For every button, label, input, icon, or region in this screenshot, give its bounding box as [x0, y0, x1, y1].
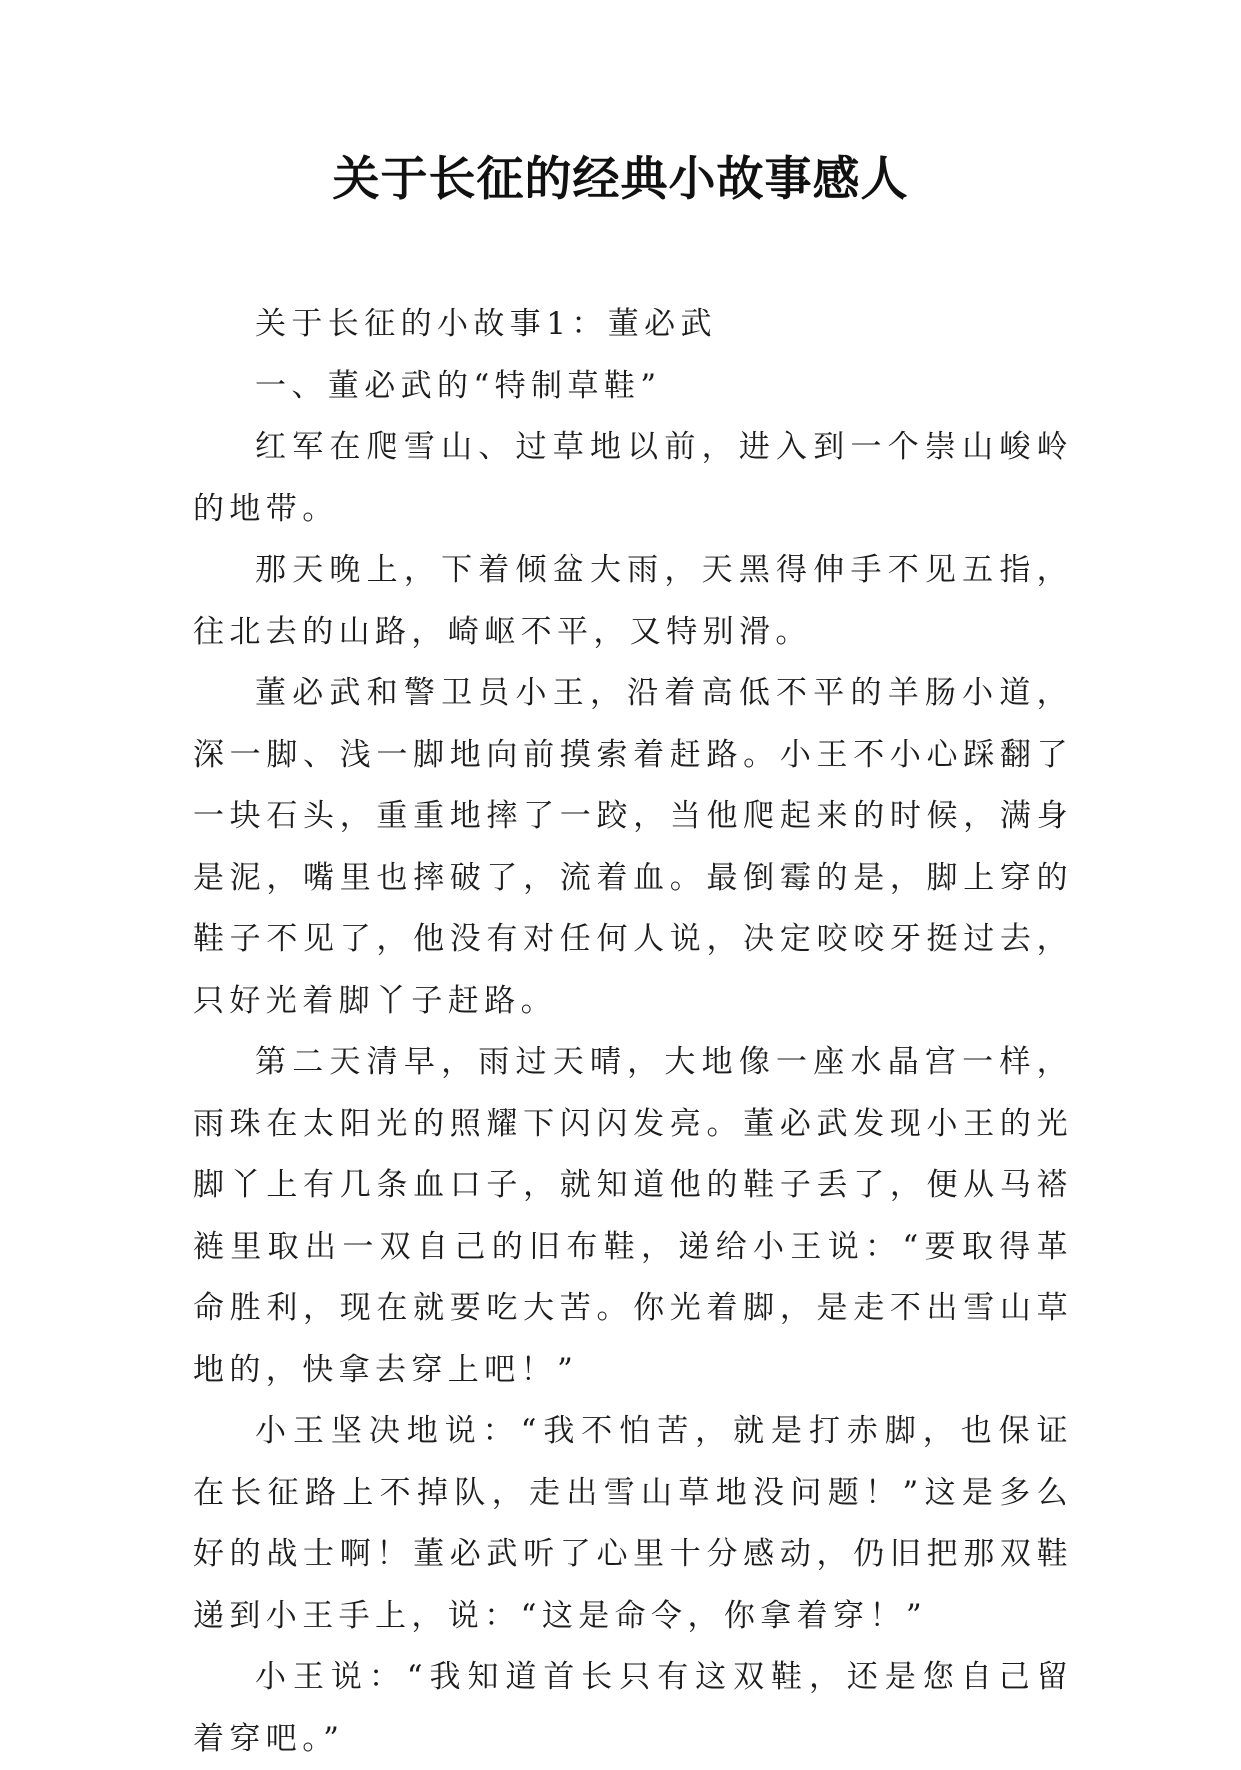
document-title: 关于长征的经典小故事感人 [332, 152, 909, 207]
paragraph: 那天晚上，下着倾盆大雨，天黑得伸手不见五指，往北去的山路，崎岖不平，又特别滑。 [193, 552, 1073, 650]
paragraph: 小王说：“我知道首长只有这双鞋，还是您自己留着穿吧。” [193, 1659, 1073, 1757]
paragraph-story-heading: 关于长征的小故事1：董必武 [255, 306, 717, 342]
paragraph-section-heading: 一、董必武的“特制草鞋” [255, 367, 662, 404]
document-body [193, 294, 1073, 1770]
paragraph: 小王坚决地说：“我不怕苦，就是打赤脚，也保证在长征路上不掉队，走出雪山草地没问题！”这是多么好的战士啊！董必武听了心里十分感动，仍旧把那双鞋递到小王手上，说：“这是命令，你拿着穿！” [193, 1413, 1073, 1634]
paragraph: 第二天清早，雨过天晴，大地像一座水晶宫一样，雨珠在太阳光的照耀下闪闪发亮。董必武发现小王的光脚丫上有几条血口子，就知道他的鞋子丢了，便从马褡裢里取出一双自己的旧布鞋，递给小王说：“要取得革命胜利，现在就要吃大苦。你光着脚，是走不出雪山草地的，快拿去穿上吧！” [193, 1044, 1073, 1388]
paragraph: 红军在爬雪山、过草地以前，进入到一个崇山峻岭的地带。 [193, 429, 1073, 527]
paragraph: 董必武和警卫员小王，沿着高低不平的羊肠小道，深一脚、浅一脚地向前摸索着赶路。小王不小心踩翻了一块石头，重重地摔了一跤，当他爬起来的时候，满身是泥，嘴里也摔破了，流着血。最倒霉的是，脚上穿的鞋子不见了，他没有对任何人说，决定咬咬牙挺过去，只好光着脚丫子赶路。 [193, 675, 1073, 1019]
